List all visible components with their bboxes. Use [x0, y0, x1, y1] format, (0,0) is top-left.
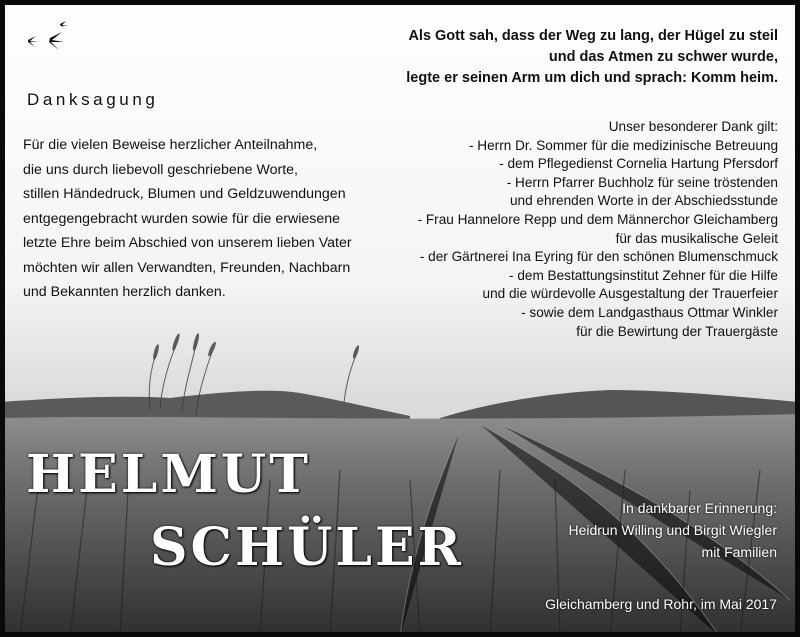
thanks-title: Unser besonderer Dank gilt: — [608, 119, 778, 134]
thanks-line: - sowie dem Landgasthaus Ottmar Winkler — [521, 304, 778, 320]
thanks-line: - Frau Hannelore Repp und dem Männerchor Gleichamberg — [417, 211, 778, 227]
thanks-line: und ehrenden Worte in der Abschiedsstunde — [509, 193, 778, 209]
special-thanks — [358, 118, 778, 341]
body-line: letzte Ehre beim Abschied von unserem lieben Vater — [23, 235, 352, 251]
body-line: entgegengebracht wurden sowie für die erwiesene — [23, 210, 341, 227]
heading-danksagung: Danksagung — [27, 90, 159, 109]
deceased-last-name: SCHÜLER — [150, 517, 464, 578]
motto-line: und das Atmen zu schwer wurde, — [548, 49, 778, 65]
motto-line: legte er seinen Arm um dich und sprach: Komm heim. — [406, 70, 778, 86]
body-line: möchten wir allen Verwandten, Freunden, Nachbarn — [23, 259, 351, 276]
memory-names: Heidrun Willing und Birgit Wiegler — [568, 522, 777, 538]
body-line: Für die vielen Beweise herzlicher Anteilnahme, — [23, 137, 318, 153]
memory-signature — [568, 497, 777, 563]
motto-verse — [298, 26, 778, 89]
gratitude-text — [23, 133, 353, 305]
thanks-line: und die würdevolle Ausgestaltung der Trauerfeier — [482, 286, 778, 302]
thanks-line: für das musikalische Geleit — [615, 230, 778, 246]
thanks-line: - dem Bestattungsinstitut Zehner für die Hilfe — [509, 267, 778, 283]
place-date: Gleichamberg und Rohr, im Mai 2017 — [545, 596, 777, 612]
deceased-first-name: HELMUT — [26, 444, 311, 505]
thanks-line: für die Bewirtung der Trauergäste — [576, 323, 778, 339]
body-line: stillen Händedruck, Blumen und Geldzuwendungen — [23, 186, 346, 202]
memory-intro: In dankbarer Erinnerung: — [622, 500, 777, 516]
thanks-line: - Herrn Dr. Sommer für die medizinische Betreuung — [469, 137, 778, 153]
memory-families: mit Familien — [701, 544, 777, 560]
body-line: und Bekannten herzlich danken. — [23, 284, 226, 300]
flying-birds-icon — [20, 18, 80, 58]
body-line: die uns durch liebevoll geschriebene Worte, — [23, 161, 298, 178]
thanks-line: - der Gärtnerei Ina Eyring für den schönen Blumenschmuck — [419, 249, 778, 265]
thanks-line: - Herrn Pfarrer Buchholz für seine tröstenden — [506, 174, 778, 190]
motto-line: Als Gott sah, dass der Weg zu lang, der Hügel zu steil — [408, 28, 778, 44]
thanks-line: - dem Pflegedienst Cornelia Hartung Pfersdorf — [499, 156, 778, 172]
